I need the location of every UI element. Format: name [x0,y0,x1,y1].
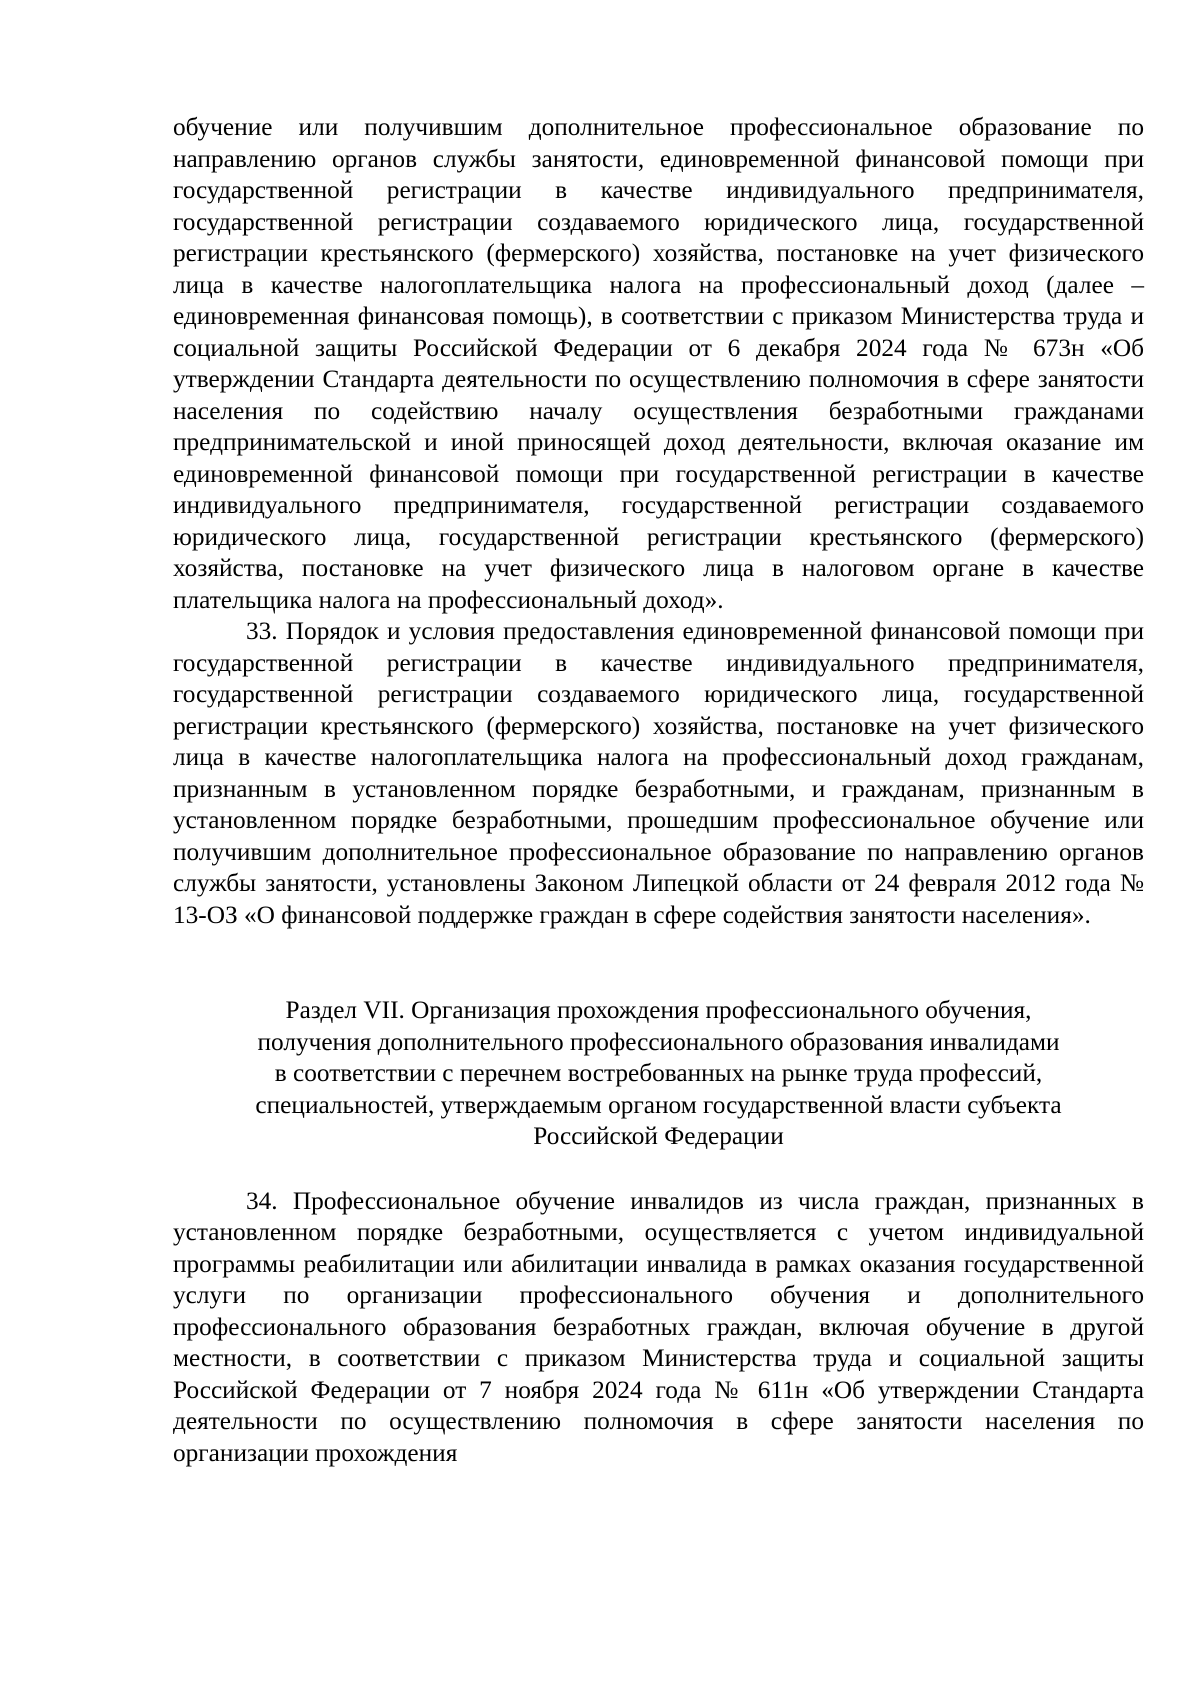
section-heading [173,995,1144,1153]
section-heading-line: Российской Федерации [533,1122,784,1150]
section-heading-line: получения дополнительного профессионального образования инвалидами [257,1027,1060,1056]
document-page [173,112,1144,1469]
section-heading-line: Раздел VII. Организация прохождения профессионального обучения, [285,996,1032,1024]
paragraph-33: 33. Порядок и условия предоставления единовременной финансовой помощи при государственной регистрации в качестве индивидуального предпринимателя, государственной регистрации создаваемого юридического лица, государственной регистрации крестьянского (фермерского) хозяйства, постановке на учет физического лица в качестве налогоплательщика налога на профессиональный доход гражданам, признанным в установленном порядке безработными, и гражданам, признанным в установленном порядке безработными, прошедшим профессиональное обучение или получившим дополнительное профессиональное образование по направлению органов службы занятости, установлены Законом Липецкой области от 24 февраля 2012 года № 13-ОЗ «О финансовой поддержке граждан в сфере содействия занятости населения». [173,617,1144,929]
section-heading-line: в соответствии с перечнем востребованных на рынке труда профессий, [274,1059,1043,1087]
paragraph-34: 34. Профессиональное обучение инвалидов из числа граждан, признанных в установленном порядке безработными, осуществляется с учетом индивидуальной программы реабилитации или абилитации инвалида в рамках оказания государственной услуги по организации профессионального обучения и дополнительного профессионального образования безработных граждан, включая обучение в другой местности, в соответствии с приказом Министерства труда и социальной защиты Российской Федерации от 7 ноября 2024 года № 611н «Об утверждении Стандарта деятельности по осуществлению полномочия в сфере занятости населения по организации прохождения [173,1186,1144,1467]
section-heading-line: специальностей, утверждаемым органом государственной власти субъекта [255,1090,1062,1119]
paragraph-continuation: обучение или получившим дополнительное профессиональное образование по направлению органов службы занятости, единовременной финансовой помощи при государственной регистрации в качестве индивидуального предпринимателя, государственной регистрации создаваемого юридического лица, государственной регистрации крестьянского (фермерского) хозяйства, постановке на учет физического лица в качестве налогоплательщика налога на профессиональный доход (далее – единовременная финансовая помощь), в соответствии с приказом Министерства труда и социальной защиты Российской Федерации от 6 декабря 2024 года № 673н «Об утверждении Стандарта деятельности по осуществлению полномочия в сфере занятости населения по содействию началу осуществления безработными гражданами предпринимательской и иной приносящей доход деятельности, включая оказание им единовременной финансовой помощи при государственной регистрации в качестве индивидуального предпринимателя, государственной регистрации создаваемого юридического лица, государственной регистрации крестьянского (фермерского) хозяйства, постановке на учет физического лица в налоговом органе в качестве плательщика налога на профессиональный доход». [173,113,1144,614]
